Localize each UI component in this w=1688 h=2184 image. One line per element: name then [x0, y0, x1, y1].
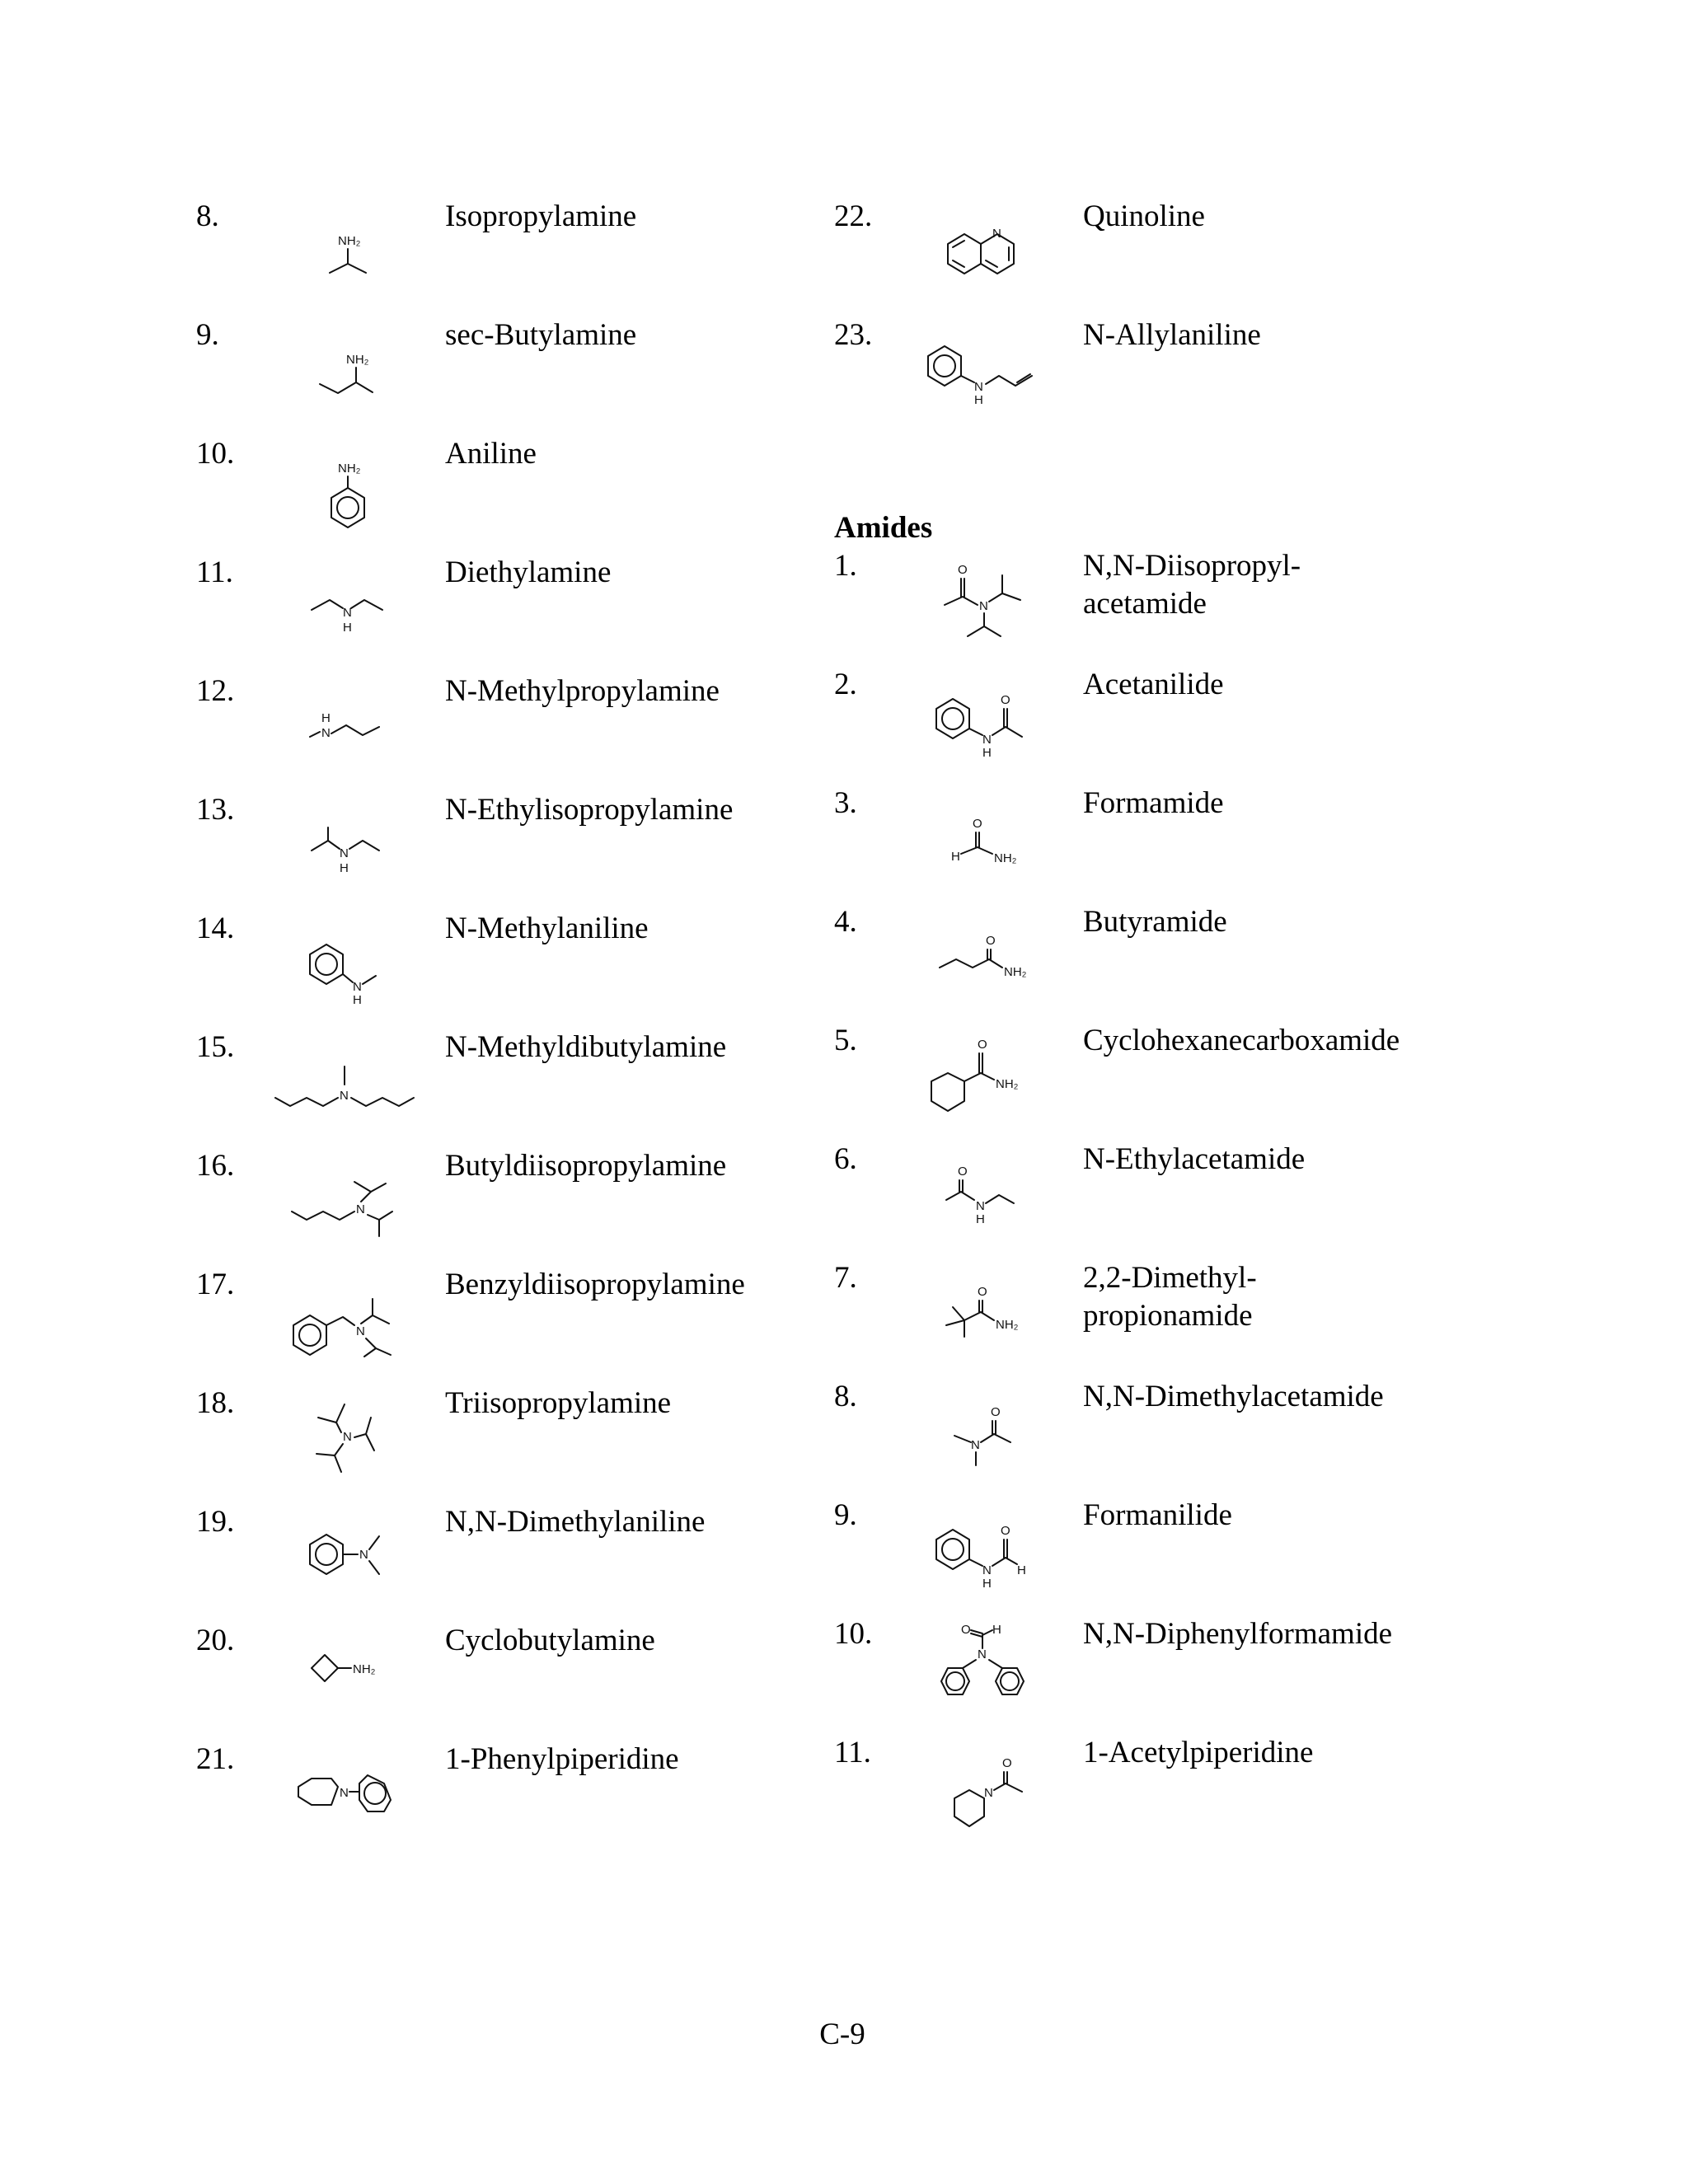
structure-n-methylpropylamine-icon — [305, 707, 387, 757]
entry-number: 3. — [834, 786, 857, 820]
svg-text:N: N — [343, 606, 352, 620]
structure-acetanilide-icon — [931, 691, 1055, 760]
structure-triisopropylamine-icon — [305, 1393, 396, 1483]
compound-name: 2,2-Dimethyl- — [1083, 1261, 1257, 1295]
entry-number: 5. — [834, 1024, 857, 1057]
compound-name: sec-Butylamine — [445, 318, 637, 352]
structure-n-methylaniline-icon — [305, 940, 387, 1005]
svg-text:N: N — [984, 1786, 993, 1800]
svg-text:N: N — [979, 599, 988, 613]
svg-text:NH₂: NH₂ — [996, 1318, 1019, 1332]
svg-text:H: H — [982, 1577, 992, 1591]
svg-text:N: N — [971, 1438, 980, 1452]
svg-text:N: N — [340, 1786, 349, 1800]
entry-number: 8. — [196, 199, 219, 233]
entry-number: 21. — [196, 1742, 235, 1776]
compound-name: N,N-Dimethylaniline — [445, 1505, 706, 1539]
svg-text:H: H — [992, 1623, 1001, 1637]
svg-text:N: N — [340, 1089, 349, 1103]
structure-butyldiisopropylamine-icon — [288, 1167, 412, 1241]
entry-number: 9. — [196, 318, 219, 352]
svg-text:NH₂: NH₂ — [338, 234, 361, 248]
svg-text:N: N — [356, 1202, 365, 1216]
svg-text:H: H — [343, 621, 352, 635]
svg-text:NH₂: NH₂ — [338, 462, 361, 476]
svg-text:NH₂: NH₂ — [346, 353, 369, 367]
svg-text:N: N — [982, 1563, 992, 1577]
svg-text:NH₂: NH₂ — [994, 851, 1017, 865]
entry-number: 6. — [834, 1142, 857, 1176]
compound-name: Quinoline — [1083, 199, 1205, 233]
compound-name: Acetanilide — [1083, 668, 1224, 701]
svg-text:O: O — [986, 934, 996, 948]
entry-number: 19. — [196, 1505, 235, 1539]
svg-text:N: N — [340, 846, 349, 860]
svg-text:N: N — [976, 1199, 985, 1213]
compound-name: Aniline — [445, 437, 537, 471]
section-heading: Amides — [834, 511, 933, 545]
entry-number: 8. — [834, 1380, 857, 1413]
svg-text:O: O — [958, 1165, 968, 1179]
structure-1-acetylpiperidine-icon — [940, 1754, 1047, 1836]
page-number: C-9 — [819, 2018, 865, 2051]
entry-number: 15. — [196, 1030, 235, 1064]
entry-number: 18. — [196, 1386, 235, 1420]
entry-number: 22. — [834, 199, 873, 233]
structure-formamide-icon — [940, 814, 1039, 872]
svg-text:H: H — [1017, 1563, 1026, 1577]
compound-name: 1-Acetylpiperidine — [1083, 1736, 1314, 1769]
compound-name: Diethylamine — [445, 555, 612, 589]
entry-number: 23. — [834, 318, 873, 352]
structure-1-phenylpiperidine-icon — [288, 1769, 404, 1826]
compound-name: N-Allylaniline — [1083, 318, 1261, 352]
compound-name: Butyldiisopropylamine — [445, 1149, 727, 1183]
svg-text:N: N — [974, 380, 983, 394]
svg-text:H: H — [982, 746, 992, 760]
svg-text:O: O — [978, 1285, 987, 1299]
entry-number: 13. — [196, 793, 235, 827]
svg-text:O: O — [1001, 693, 1010, 707]
entry-number: 17. — [196, 1268, 235, 1301]
svg-text:H: H — [321, 711, 331, 725]
svg-text:N: N — [359, 1548, 368, 1562]
compound-name: Formanilide — [1083, 1498, 1232, 1532]
structure-n-n-diphenylformamide-icon — [923, 1620, 1047, 1719]
svg-text:H: H — [353, 993, 362, 1007]
svg-text:N: N — [321, 726, 331, 740]
svg-text:NH₂: NH₂ — [1004, 965, 1027, 979]
structure-n-n-dimethylaniline-icon — [305, 1525, 396, 1582]
compound-name: 1-Phenylpiperidine — [445, 1742, 679, 1776]
entry-number: 7. — [834, 1261, 857, 1295]
entry-number: 16. — [196, 1149, 235, 1183]
entry-number: 11. — [834, 1736, 871, 1769]
compound-name: Benzyldiisopropylamine — [445, 1268, 745, 1301]
svg-text:O: O — [1002, 1756, 1012, 1770]
svg-text:O: O — [1001, 1524, 1010, 1538]
compound-name: Isopropylamine — [445, 199, 637, 233]
svg-text:N: N — [978, 1647, 987, 1661]
structure-n-n-diisopropylacetamide-icon — [931, 560, 1047, 651]
entry-number: 10. — [834, 1617, 873, 1651]
structure-quinoline-icon — [940, 224, 1030, 282]
svg-text:N: N — [353, 980, 362, 994]
structure-n-ethylisopropylamine-icon — [305, 823, 387, 880]
entry-number: 14. — [196, 912, 235, 945]
svg-text:H: H — [951, 850, 960, 864]
compound-name: N-Ethylacetamide — [1083, 1142, 1306, 1176]
svg-text:O: O — [961, 1623, 971, 1637]
compound-name-continued: acetamide — [1083, 587, 1207, 621]
svg-text:O: O — [973, 817, 982, 831]
structure-diethylamine-icon — [305, 587, 387, 636]
svg-text:H: H — [974, 393, 983, 407]
svg-text:O: O — [978, 1038, 987, 1052]
structure-benzyldiisopropylamine-icon — [288, 1286, 412, 1360]
entry-number: 20. — [196, 1624, 235, 1657]
entry-number: 11. — [196, 555, 233, 589]
structure-n-n-dimethylacetamide-icon — [948, 1403, 1039, 1469]
structure-2-2-dimethylpropionamide-icon — [940, 1282, 1047, 1348]
compound-name-continued: propionamide — [1083, 1299, 1253, 1333]
structure-n-methyldibutylamine-icon — [272, 1063, 420, 1121]
compound-name: Triisopropylamine — [445, 1386, 672, 1420]
compound-name: Formamide — [1083, 786, 1224, 820]
svg-text:N: N — [982, 733, 992, 747]
svg-text:O: O — [958, 563, 968, 577]
compound-name: N-Ethylisopropylamine — [445, 793, 734, 827]
entry-number: 2. — [834, 668, 857, 701]
structure-sec-butylamine-icon — [305, 349, 387, 401]
svg-text:N: N — [356, 1324, 365, 1338]
structure-isopropylamine-icon — [313, 231, 379, 280]
compound-name: N,N-Diisopropyl- — [1083, 549, 1301, 583]
structure-cyclobutylamine-icon — [305, 1645, 396, 1694]
structure-aniline-icon — [313, 458, 379, 532]
entry-number: 9. — [834, 1498, 857, 1532]
entry-number: 1. — [834, 549, 857, 583]
svg-text:NH₂: NH₂ — [353, 1662, 376, 1676]
structure-n-allylaniline-icon — [923, 340, 1047, 405]
structure-n-ethylacetamide-icon — [940, 1162, 1039, 1228]
compound-name: N-Methylaniline — [445, 912, 649, 945]
svg-text:NH₂: NH₂ — [996, 1077, 1019, 1091]
entry-number: 10. — [196, 437, 235, 471]
structure-butyramide-icon — [931, 931, 1055, 989]
compound-name: N,N-Diphenylformamide — [1083, 1617, 1393, 1651]
structure-cyclohexanecarboxamide-icon — [923, 1035, 1047, 1118]
compound-name: N-Methyldibutylamine — [445, 1030, 727, 1064]
compound-name: N,N-Dimethylacetamide — [1083, 1380, 1384, 1413]
svg-text:H: H — [976, 1212, 985, 1226]
compound-name: N-Methylpropylamine — [445, 674, 720, 708]
compound-name: Cyclohexanecarboxamide — [1083, 1024, 1400, 1057]
compound-name: Butyramide — [1083, 905, 1227, 939]
svg-text:O: O — [991, 1405, 1001, 1419]
compound-name: Cyclobutylamine — [445, 1624, 655, 1657]
svg-text:H: H — [340, 861, 349, 875]
svg-text:N: N — [992, 227, 1001, 241]
structure-formanilide-icon — [931, 1521, 1047, 1591]
entry-number: 12. — [196, 674, 235, 708]
svg-text:N: N — [343, 1430, 352, 1444]
entry-number: 4. — [834, 905, 857, 939]
